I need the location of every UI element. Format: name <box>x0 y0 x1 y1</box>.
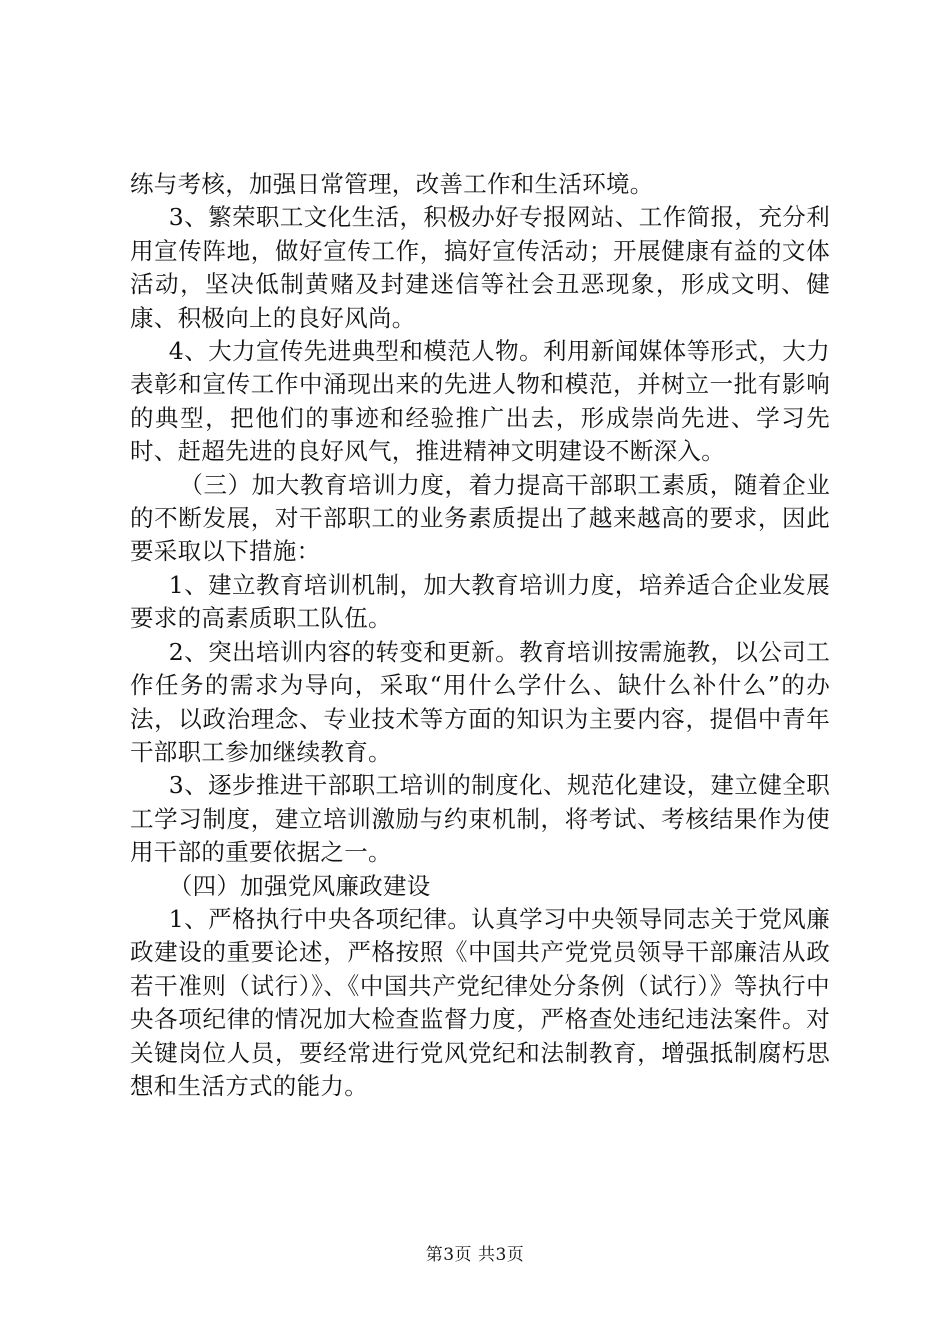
paragraph-integrity-item-1: 1、严格执行中央各项纪律。认真学习中央领导同志关于党风廉政建设的重要论述，严格按照《中国共产党党员领导干部廉洁从政若干准则（试行）》、《中国共产党纪律处分条例（试行）》等执行中央各项纪律的情况加大检查监督力度，严格查处违纪违法案件。对关键岗位人员，要经常进行党风党纪和法制教育，增强抵制腐朽思想和生活方式的能力。 <box>130 904 830 1100</box>
page-footer <box>0 1243 950 1267</box>
paragraph-training-item-3: 3、逐步推进干部职工培训的制度化、规范化建设，建立健全职工学习制度，建立培训激励与约束机制，将考试、考核结果作为使用干部的重要依据之一。 <box>130 771 830 867</box>
document-body <box>130 168 830 1103</box>
paragraph-continuation: 练与考核，加强日常管理，改善工作和生活环境。 <box>130 170 654 198</box>
paragraph-item-4-models: 4、大力宣传先进典型和模范人物。利用新闻媒体等形式，大力表彰和宣传工作中涌现出来的先进人物和模范，并树立一批有影响的典型，把他们的事迹和经验推广出去，形成崇尚先进、学习先时、赶超先进的良好风气，推进精神文明建设不断深入。 <box>130 337 830 466</box>
paragraph-training-item-2: 2、突出培训内容的转变和更新。教育培训按需施教，以公司工作任务的需求为导向，采取“用什么学什么、缺什么补什么”的办法，以政治理念、专业技术等方面的知识为主要内容，提倡中青年干部职工参加继续教育。 <box>130 637 830 766</box>
page-number-label: 第3页 共3页 <box>425 1245 525 1265</box>
paragraph-training-item-1: 1、建立教育培训机制，加大教育培训力度，培养适合企业发展要求的高素质职工队伍。 <box>130 570 830 633</box>
section-heading-4-integrity: （四）加强党风廉政建设 <box>168 871 431 900</box>
paragraph-item-3-culture: 3、繁荣职工文化生活，积极办好专报网站、工作简报，充分利用宣传阵地，做好宣传工作，搞好宣传活动；开展健康有益的文体活动，坚决低制黄赌及封建迷信等社会丑恶现象，形成文明、健康、积极向上的良好风尚。 <box>130 203 830 332</box>
section-heading-3-training: （三）加大教育培训力度，着力提高干部职工素质，随着企业的不断发展，对干部职工的业务素质提出了越来越高的要求，因此要采取以下措施： <box>130 470 830 566</box>
